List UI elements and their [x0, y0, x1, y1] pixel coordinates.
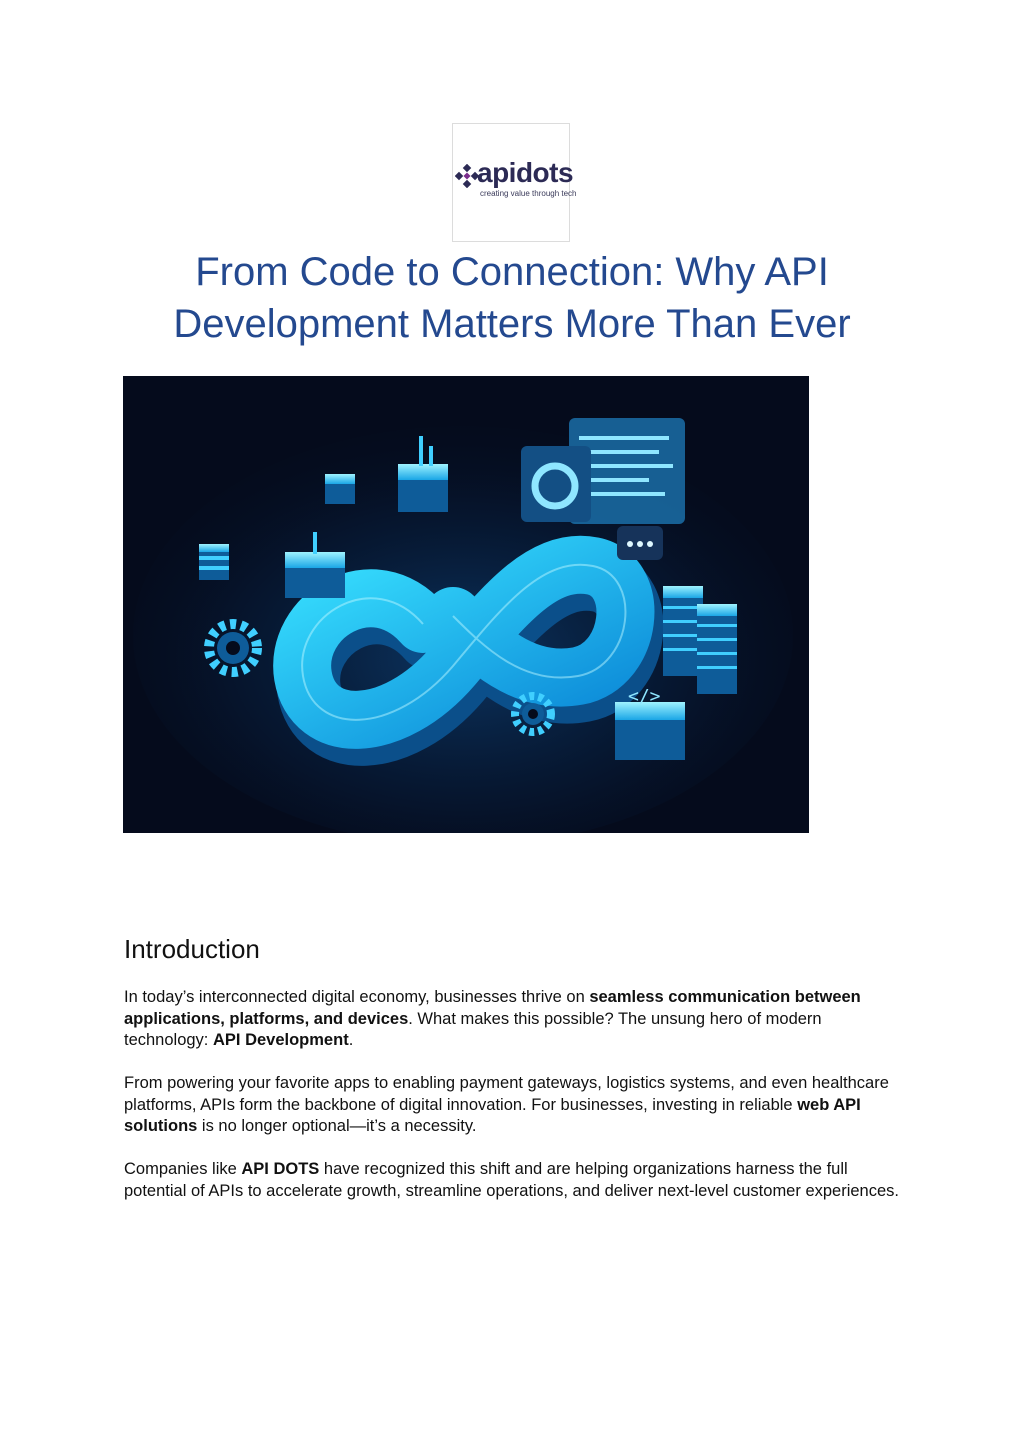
hero-image [123, 376, 809, 833]
chat-bubble [617, 526, 663, 560]
text-run: is no longer optional—it’s a necessity. [197, 1117, 477, 1135]
bold-text-run: API Development [212, 1031, 349, 1049]
text-run: Companies like [124, 1160, 242, 1178]
svg-text:</>: </> [628, 686, 661, 707]
title-line-1: From Code to Connection: Why API [195, 250, 829, 294]
apidots-diamond-mark-icon [455, 164, 479, 188]
bold-text-run: API DOTS [241, 1160, 320, 1178]
intro-paragraph-3 [124, 1159, 904, 1202]
logo-tagline: creating value through tech [480, 189, 577, 198]
section-heading-introduction: Introduction [124, 934, 260, 964]
text-run: have recognized this shift and are helping organizations harness the full potential of APIs to accelerate growth, streamline operations, and deliver next-level customer experiences. [124, 1160, 899, 1200]
text-run: In today’s interconnected digital economy, businesses thrive on [124, 988, 590, 1006]
text-run: From powering your favorite apps to enabling payment gateways, logistics systems, and even healthcare platforms, APIs form the backbone of digital innovation. For businesses, investing in reliable [124, 1074, 889, 1114]
infinity-devops-illustration-icon [123, 376, 809, 833]
title-line-2: Development Matters More Than Ever [173, 302, 851, 346]
text-run: . What makes this possible? The unsung hero of modern technology: [124, 1009, 822, 1049]
company-logo [452, 123, 577, 242]
left-server-stack [199, 544, 229, 580]
top-left-server [325, 474, 355, 504]
bold-text-run: web API solutions [124, 1095, 861, 1135]
bold-text-run: seamless communication between applications, platforms, and devices [124, 988, 861, 1028]
intro-paragraph-1 [124, 987, 904, 1052]
page-title [0, 246, 1024, 350]
text-run: . [348, 1031, 354, 1049]
logo-wordmark: apidots [477, 157, 574, 188]
intro-paragraph-2 [124, 1073, 904, 1138]
